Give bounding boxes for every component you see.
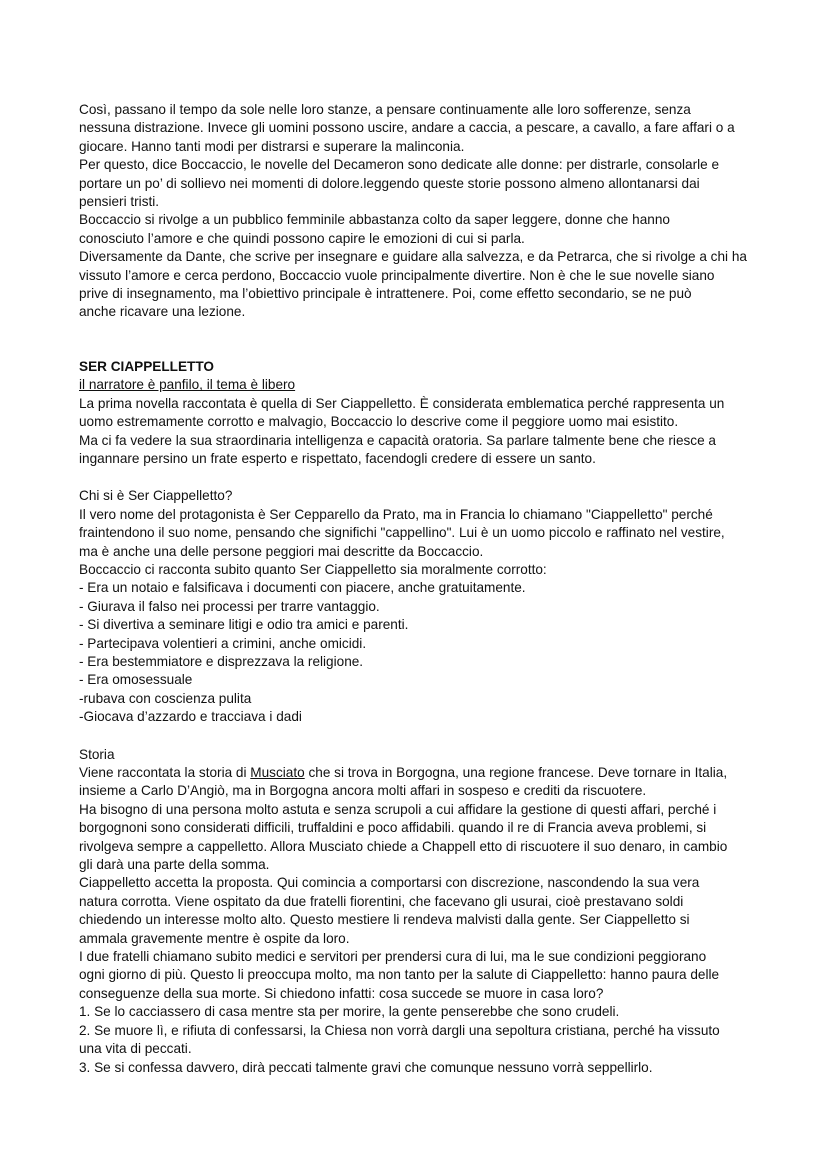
text-line: Diversamente da Dante, che scrive per insegnare e guidare alla salvezza, e da Petrarca, che si rivolge a chi ha <box>79 249 747 265</box>
trait-item: - Partecipava volentieri a crimini, anche omicidi. <box>79 635 367 651</box>
text-line: ogni giorno di più. Questo li preoccupa molto, ma non tanto per la salute di Ciappelletto: hanno paura delle <box>79 967 720 983</box>
text-line: Ciappelletto accetta la proposta. Qui comincia a comportarsi con discrezione, nascondendo la sua vera <box>79 875 700 891</box>
spacer <box>79 468 788 487</box>
text-line: conseguenze della sua morte. Si chiedono infatti: cosa succede se muore in casa loro? <box>79 985 604 1001</box>
text-line: portare un po’ di sollievo nei momenti di dolore.leggendo queste storie possono almeno allontanarsi dai <box>79 175 700 191</box>
trait-item: - Si divertiva a seminare litigi e odio tra amici e parenti. <box>79 617 409 633</box>
text-fragment: Viene raccontata la storia di <box>79 765 251 780</box>
text-line: uomo estremamente corrotto e malvagio, Boccaccio lo descrive come il peggiore uomo mai esistito. <box>79 414 679 430</box>
section-ser-ciappelletto <box>79 358 788 468</box>
trait-item: - Era bestemmiatore e disprezzava la religione. <box>79 653 364 669</box>
text-line: borgognoni sono considerati difficili, truffaldini e poco affidabili. quando il re di Francia aveva problemi, si <box>79 820 707 836</box>
section-story <box>79 746 788 1077</box>
text-line: 1. Se lo cacciassero di casa mentre sta per morire, la gente penserebbe che sono crudeli. <box>79 1004 620 1020</box>
text-line: 3. Se si confessa davvero, dirà peccati talmente gravi che comunque nessuno vorrà seppellirlo. <box>79 1059 653 1075</box>
spacer <box>79 727 788 746</box>
section-who <box>79 487 788 726</box>
text-line: natura corrotta. Viene ospitato da due fratelli fiorentini, che facevano gli usurai, cioè prestavano soldi <box>79 893 684 909</box>
text-line: fraintendono il suo nome, pensando che significhi "cappellino". Lui è un uomo piccolo e raffinato nel vestire, <box>79 525 725 541</box>
text-line: gli darà una parte della somma. <box>79 857 270 873</box>
text-line: rivolgeva sempre a cappelletto. Allora Musciato chiede a Chappell etto di riscuotere il suo denaro, in cambio <box>79 838 728 854</box>
text-line: anche ricavare una lezione. <box>79 304 246 320</box>
section-subtitle: il narratore è panfilo, il tema è libero <box>79 377 296 393</box>
text-line: una vita di peccati. <box>79 1041 192 1057</box>
text-line: prive di insegnamento, ma l’obiettivo principale è intrattenere. Poi, come effetto secondario, se ne può <box>79 286 692 302</box>
text-line: Boccaccio ci racconta subito quanto Ser Ciappelletto sia moralmente corrotto: <box>79 561 547 577</box>
text-line: insieme a Carlo D’Angiò, ma in Borgogna ancora molti affari in sospeso e crediti da riscuotere. <box>79 783 647 799</box>
trait-item: -Giocava d’azzardo e tracciava i dadi <box>79 709 302 725</box>
text-line: La prima novella raccontata è quella di Ser Ciappelletto. È considerata emblematica perché rappresenta un <box>79 395 725 411</box>
trait-item: - Giurava il falso nei processi per trarre vantaggio. <box>79 598 380 614</box>
text-line: 2. Se muore lì, e rifiuta di confessarsi, la Chiesa non vorrà dargli una sepoltura cristiana, perché ha vissuto <box>79 1022 720 1038</box>
text-line: pensieri tristi. <box>79 194 160 210</box>
text-line <box>79 764 788 782</box>
text-line: ingannare persino un frate esperto e rispettato, facendogli credere di essere un santo. <box>79 450 596 466</box>
text-line: giocare. Hanno tanti modi per distrarsi e superare la malinconia. <box>79 138 465 154</box>
trait-item: -rubava con coscienza pulita <box>79 690 252 706</box>
text-line: I due fratelli chiamano subito medici e servitori per prendersi cura di lui, ma le sue condizioni peggiorano <box>79 949 707 965</box>
story-heading: Storia <box>79 746 115 762</box>
musciato-name: Musciato <box>250 765 305 780</box>
trait-item: - Era un notaio e falsificava i documenti con piacere, anche gratuitamente. <box>79 580 526 596</box>
text-line: Il vero nome del protagonista è Ser Cepparello da Prato, ma in Francia lo chiamano "Ciappelletto" perché <box>79 506 713 522</box>
spacer <box>79 322 788 358</box>
text-line: Boccaccio si rivolge a un pubblico femminile abbastanza colto da saper leggere, donne che hanno <box>79 212 670 228</box>
text-line: Ma ci fa vedere la sua straordinaria intelligenza e capacità oratoria. Sa parlare talmente bene che riesce a <box>79 432 716 448</box>
text-line: ma è anche una delle persone peggiori mai descritte da Boccaccio. <box>79 543 484 559</box>
text-fragment: che si trova in Borgogna, una regione francese. Deve tornare in Italia, <box>304 765 728 780</box>
text-line: ammala gravemente mentre è ospite da loro. <box>79 930 350 946</box>
intro-paragraph <box>79 101 788 322</box>
text-line: chiedendo un interesse molto alto. Questo mestiere li rendeva malvisti dalla gente. Ser Ciappelletto si <box>79 912 690 928</box>
text-line: conosciuto l’amore e che quindi possono capire le emozioni di cui si parla. <box>79 230 525 246</box>
text-line: Così, passano il tempo da sole nelle loro stanze, a pensare continuamente alle loro sofferenze, senza <box>79 102 691 117</box>
trait-item: - Era omosessuale <box>79 672 193 688</box>
text-line: vissuto l’amore e cerca perdono, Boccaccio vuole principalmente divertire. Non è che le sue novelle siano <box>79 267 715 283</box>
who-heading: Chi si è Ser Ciappelletto? <box>79 488 233 504</box>
text-line: nessuna distrazione. Invece gli uomini possono uscire, andare a caccia, a pescare, a cavallo, a fare affari o a <box>79 120 735 136</box>
section-title: SER CIAPPELLETTO <box>79 358 214 374</box>
text-line: Ha bisogno di una persona molto astuta e senza scrupoli a cui affidare la gestione di questi affari, perché i <box>79 801 717 817</box>
text-line: Per questo, dice Boccaccio, le novelle del Decameron sono dedicate alle donne: per distrarle, consolarle e <box>79 157 720 173</box>
